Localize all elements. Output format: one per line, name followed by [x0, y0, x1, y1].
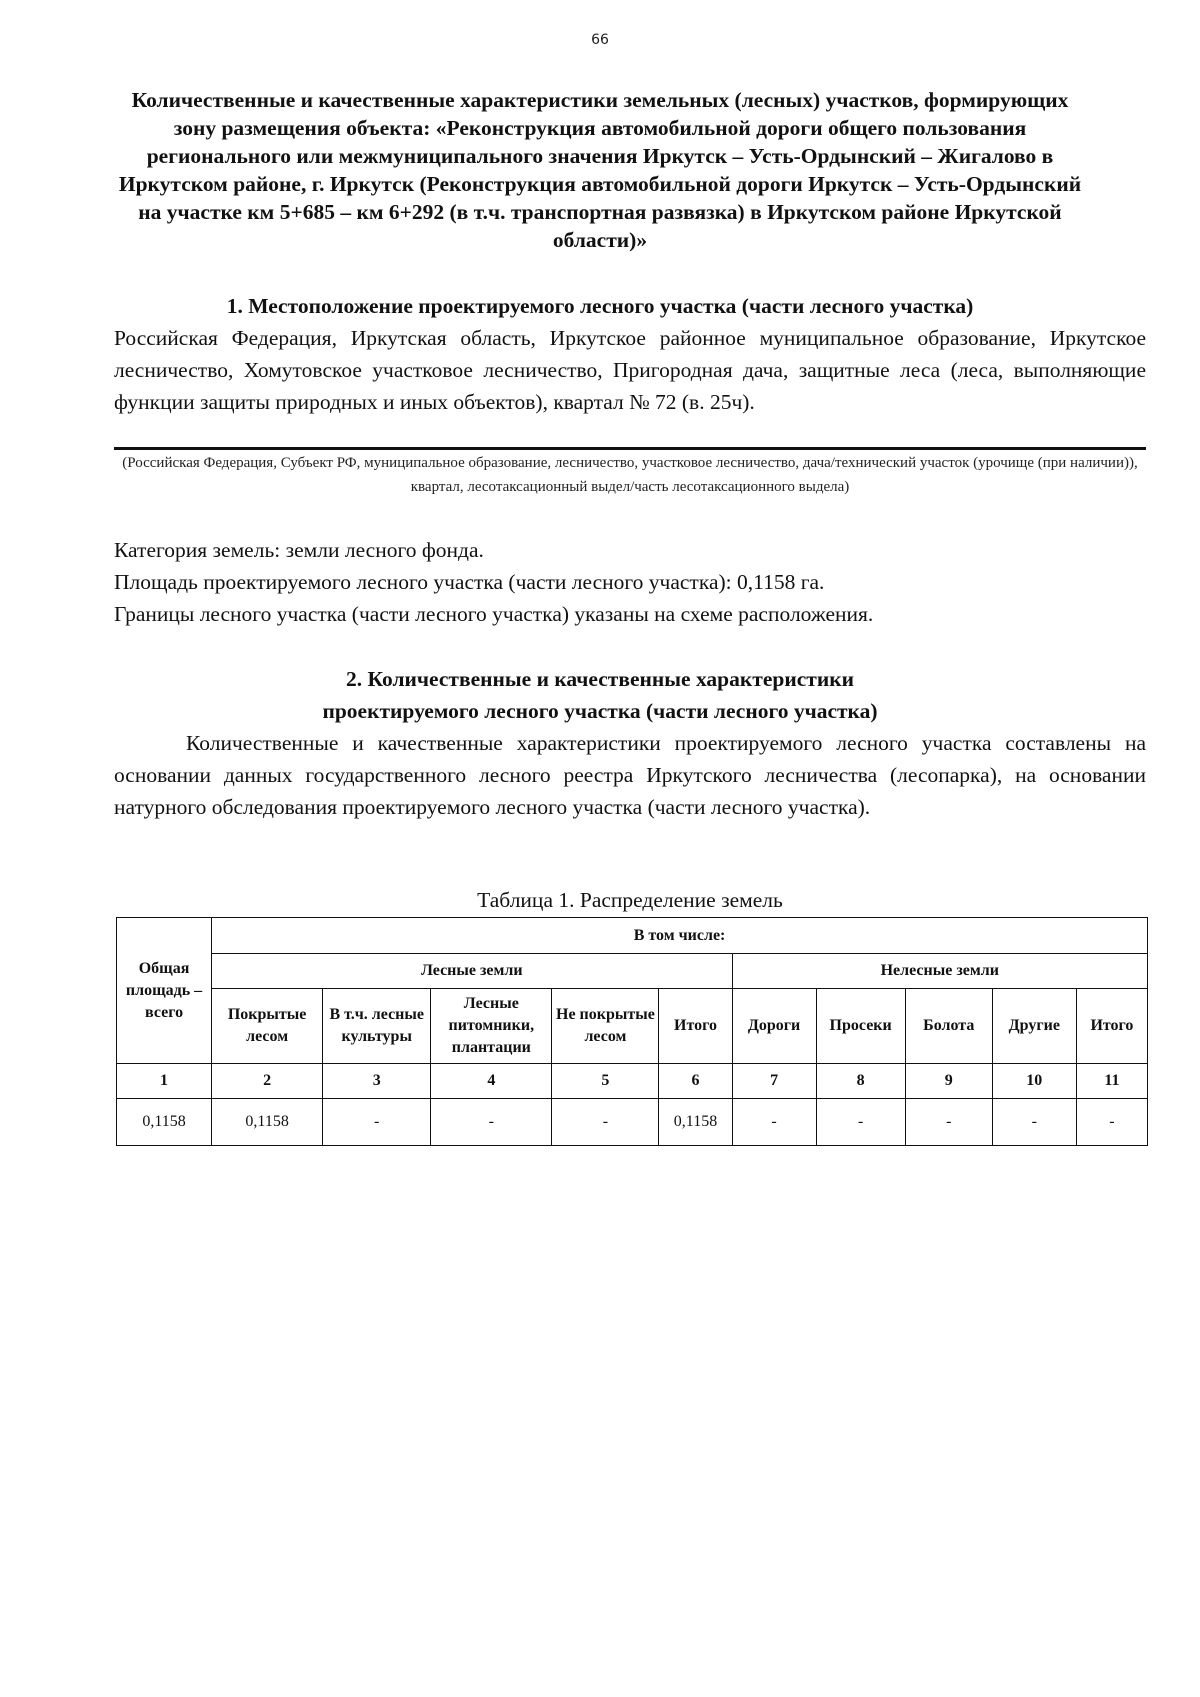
page-number: 66 — [591, 32, 609, 48]
column-header: Дороги — [732, 989, 816, 1064]
column-number: 4 — [431, 1064, 552, 1099]
forest-lands-header: Лесные земли — [212, 954, 732, 989]
plot-area: Площадь проектируемого лесного участка (части лесного участка): 0,1158 га. — [114, 570, 825, 594]
table-caption: Таблица 1. Распределение земель — [477, 888, 783, 912]
location-note: (Российская Федерация, Субъект РФ, муниципальное образование, лесничество, участковое лесничество, дача/технический участок (урочище (при наличии)), квартал, лесотаксационный выдел/часть лесотаксационного выдела) — [122, 455, 1138, 495]
column-number: 2 — [212, 1064, 323, 1099]
table-cell: - — [992, 1099, 1076, 1146]
table-cell: 0,1158 — [117, 1099, 212, 1146]
total-area-header: Общая площадь – всего — [117, 918, 212, 1064]
land-category: Категория земель: земли лесного фонда. — [114, 538, 484, 562]
column-header: Лесные питомники, плантации — [431, 989, 552, 1064]
nonforest-lands-header: Нелесные земли — [732, 954, 1147, 989]
column-header: Не покрытые лесом — [552, 989, 659, 1064]
section-1-heading: 1. Местоположение проектируемого лесного участка (части лесного участка) — [226, 294, 974, 318]
characteristics-paragraph: Количественные и качественные характеристики проектируемого лесного участка составлены на основании данных государственного лесного реестра Иркутского лесничества (лесопарка), на основании натурного обследования проектируемого лесного участка (части лесного участка). — [114, 731, 1146, 819]
column-number-row — [117, 1064, 1148, 1099]
column-number: 3 — [323, 1064, 431, 1099]
table-row — [117, 1099, 1148, 1146]
column-number: 10 — [992, 1064, 1076, 1099]
column-header: В т.ч. лесные культуры — [323, 989, 431, 1064]
column-number: 5 — [552, 1064, 659, 1099]
column-header: Другие — [992, 989, 1076, 1064]
column-header: Итого — [659, 989, 732, 1064]
plot-borders: Границы лесного участка (части лесного участка) указаны на схеме расположения. — [114, 602, 874, 626]
section-2-heading-line-1: 2. Количественные и качественные характеристики — [345, 667, 854, 691]
column-number: 9 — [905, 1064, 992, 1099]
column-number: 8 — [816, 1064, 905, 1099]
column-header: Итого — [1076, 989, 1147, 1064]
underline-rule — [114, 447, 1146, 450]
section-2-heading-line-2: проектируемого лесного участка (части лесного участка) — [322, 699, 878, 723]
land-distribution-table — [116, 917, 1148, 1146]
column-number: 7 — [732, 1064, 816, 1099]
column-header: Просеки — [816, 989, 905, 1064]
including-header: В том числе: — [212, 918, 1148, 954]
table-cell: - — [1076, 1099, 1147, 1146]
table-cell: - — [552, 1099, 659, 1146]
column-number: 6 — [659, 1064, 732, 1099]
table-cell: - — [732, 1099, 816, 1146]
column-number: 11 — [1076, 1064, 1147, 1099]
document-title: Количественные и качественные характеристики земельных (лесных) участков, формирующих зону размещения объекта: «Реконструкция автомобильной дороги общего пользования регионального или межмуниципального значения Иркутск – Усть-Ордынский – Жигалово в Иркутском районе, г. Иркутск (Реконструкция автомобильной дороги Иркутск – Усть-Ордынский на участке км 5+685 – км 6+292 (в т.ч. транспортная развязка) в Иркутском районе Иркутской области)» — [118, 88, 1082, 252]
table-cell: 0,1158 — [659, 1099, 732, 1146]
column-number: 1 — [117, 1064, 212, 1099]
column-header: Болота — [905, 989, 992, 1064]
table-cell: - — [431, 1099, 552, 1146]
location-paragraph: Российская Федерация, Иркутская область, Иркутское районное муниципальное образование, Иркутское лесничество, Хомутовское участковое лесничество, Пригородная дача, защитные леса (леса, выполняющие функции защиты природных и иных объектов), квартал № 72 (в. 25ч). — [114, 326, 1146, 414]
table-cell: - — [816, 1099, 905, 1146]
column-header: Покрытые лесом — [212, 989, 323, 1064]
table-cell: - — [323, 1099, 431, 1146]
table-cell: 0,1158 — [212, 1099, 323, 1146]
table-cell: - — [905, 1099, 992, 1146]
